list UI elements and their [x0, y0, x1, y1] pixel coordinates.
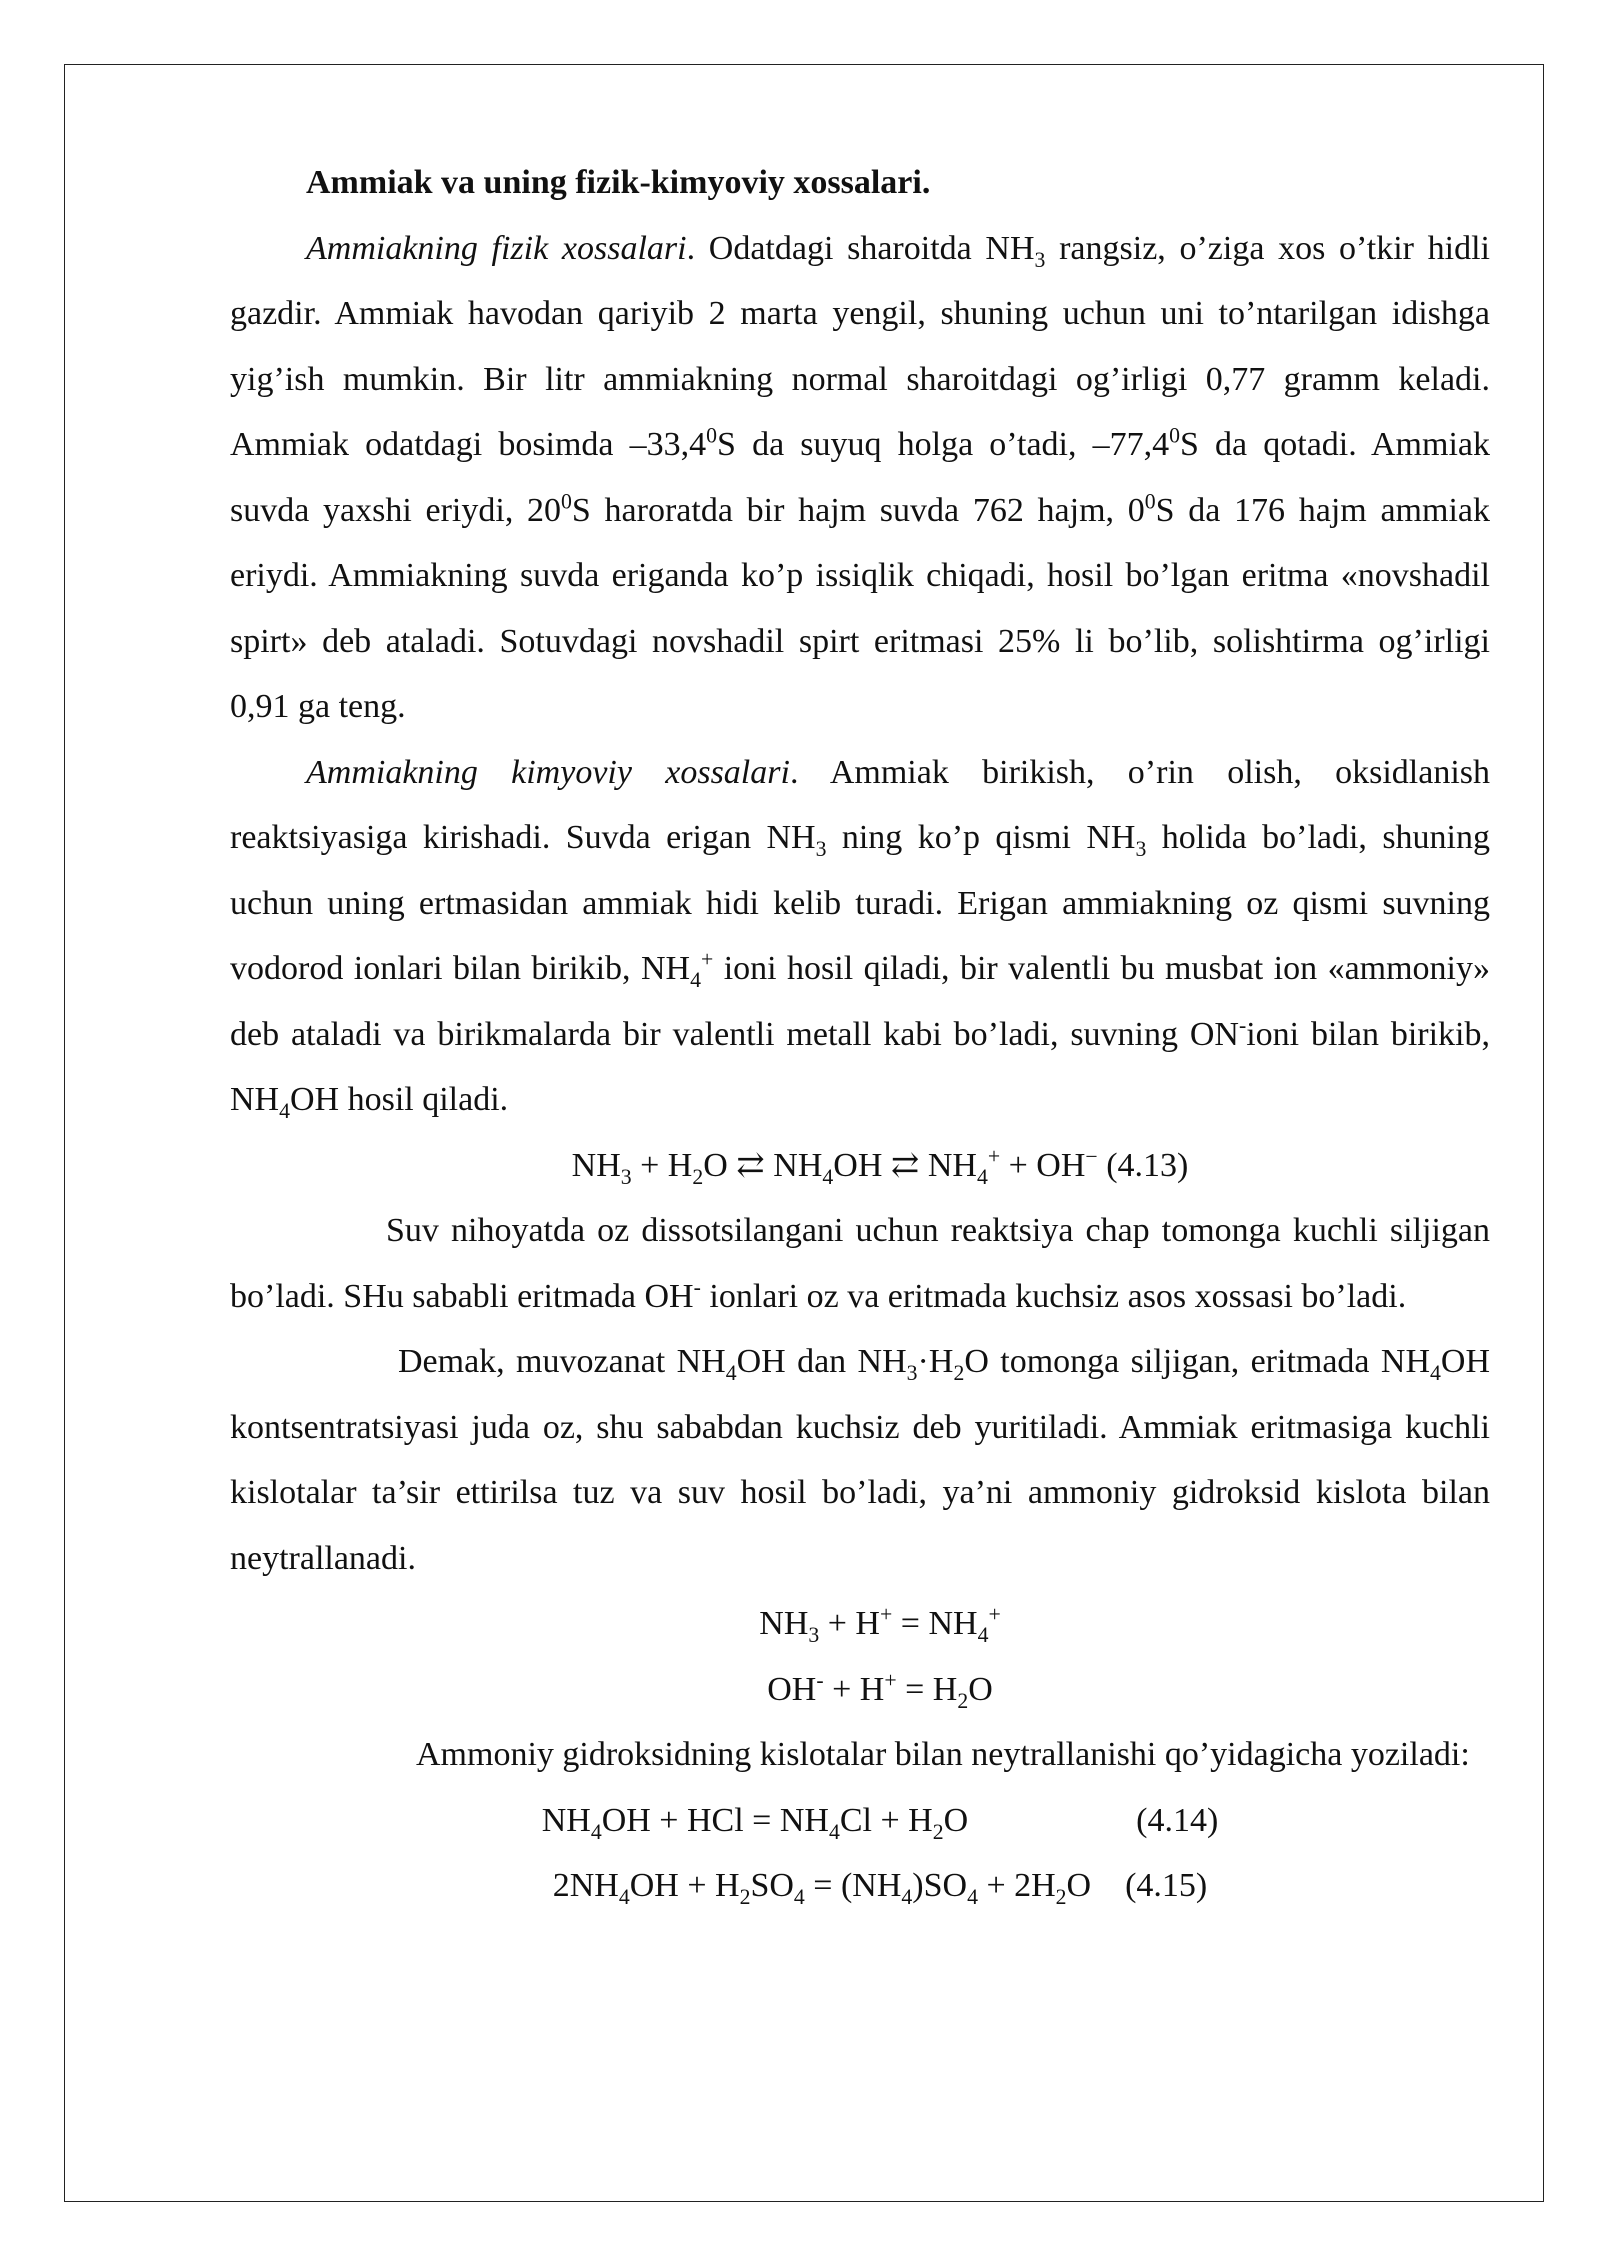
- document-title: Ammiak va uning fizik-kimyoviy xossalari.: [306, 164, 931, 201]
- document-body: [230, 150, 1490, 1919]
- equation-4-15: $2NH_4OH + H_2SO_4 = (NH_4)SO_4 + 2H_2O$ (4.15): [552, 1867, 1208, 1909]
- paragraph-neutralization: Ammoniy gidroksidning kislotalar bilan neytrallanishi qo’yidagicha yoziladi:: [416, 1736, 1470, 1773]
- paragraph-chemical-properties: Ammiakning kimyoviy xossalari. Ammiak birikish, o’rin olish, oksidlanish reaktsiyasiga kirishadi. Suvda erigan $NH_3$ ning ko’p qismi $NH_3$ holida bo’ladi, shuning uchun uning ertmasidan ammiak hidi kelib turadi. Erigan ammiakning oz qismi suvning vodorod ionlari bilan birikib, $NH_4^+$ ioni hosil qiladi, bir valentli bu musbat ion «ammoniy» deb ataladi va birikmalarda bir valentli metall kabi bo’ladi, suvning ON-ioni bilan birikib, $NH_4OH$ hosil qiladi.: [230, 753, 1491, 1123]
- physical-properties-heading: Ammiakning fizik xossalari: [306, 229, 687, 267]
- paragraph-equilibrium: Demak, muvozanat $NH_4OH$ dan $NH_3\cdot H_2O$ tomonga siljigan, eritmada $NH_4OH$ kontsentratsiyasi juda oz, shu sababdan kuchsiz deb yuritiladi. Ammiak eritmasiga kuchli kislotalar ta’sir ettirilsa tuz va suv hosil bo’ladi, ya’ni ammoniy gidroksid kislota bilan neytrallanadi.: [230, 1343, 1490, 1577]
- paragraph-physical-properties: Ammiakning fizik xossalari. Odatdagi sharoitda $NH_3$ rangsiz, o’ziga xos o’tkir hidli gazdir. Ammiak havodan qariyib 2 marta yengil, shuning uchun uni to’ntarilgan idishga yig’ish mumkin. Bir litr ammiakning normal sharoitdagi og’irligi 0,77 gramm keladi. Ammiak odatdagi bosimda –33,4$^0$S da suyuq holga o’tadi, –77,4$^0$S da qotadi. Ammiak suvda yaxshi eriydi, $20^0S$ haroratda bir hajm suvda 762 hajm, $0^0S$ da 176 hajm ammiak eriydi. Ammiakning suvda eriganda ko’p issiqlik chiqadi, hosil bo’lgan eritma «novshadil spirt» deb ataladi. Sotuvdagi novshadil spirt eritmasi 25% li bo’lib, solishtirma og’irligi 0,91 ga teng.: [230, 229, 1491, 725]
- paragraph-dissociation: Suv nihoyatda oz dissotsilangani uchun reaktsiya chap tomonga kuchli siljigan bo’ladi. SHu sababli eritmada OH- ionlari oz va eritmada kuchsiz asos xossasi bo’ladi.: [230, 1212, 1490, 1315]
- chemical-properties-heading: Ammiakning kimyoviy xossalari: [306, 753, 790, 791]
- equation-ammonium-formation: $NH_3 + H^+ = NH_4^+$: [759, 1602, 1001, 1647]
- equation-4-14: $NH_4OH$ + HCl = $NH_4Cl + H_2O$ (4.14): [541, 1801, 1219, 1844]
- equation-4-13: $NH_3 + H_2O$ ⇄ $NH_4OH$ ⇄ $NH_4^+ + OH^-$ (4.13): [571, 1144, 1189, 1189]
- equation-water-formation: $OH^- + H^+ = H_2O$: [767, 1668, 993, 1713]
